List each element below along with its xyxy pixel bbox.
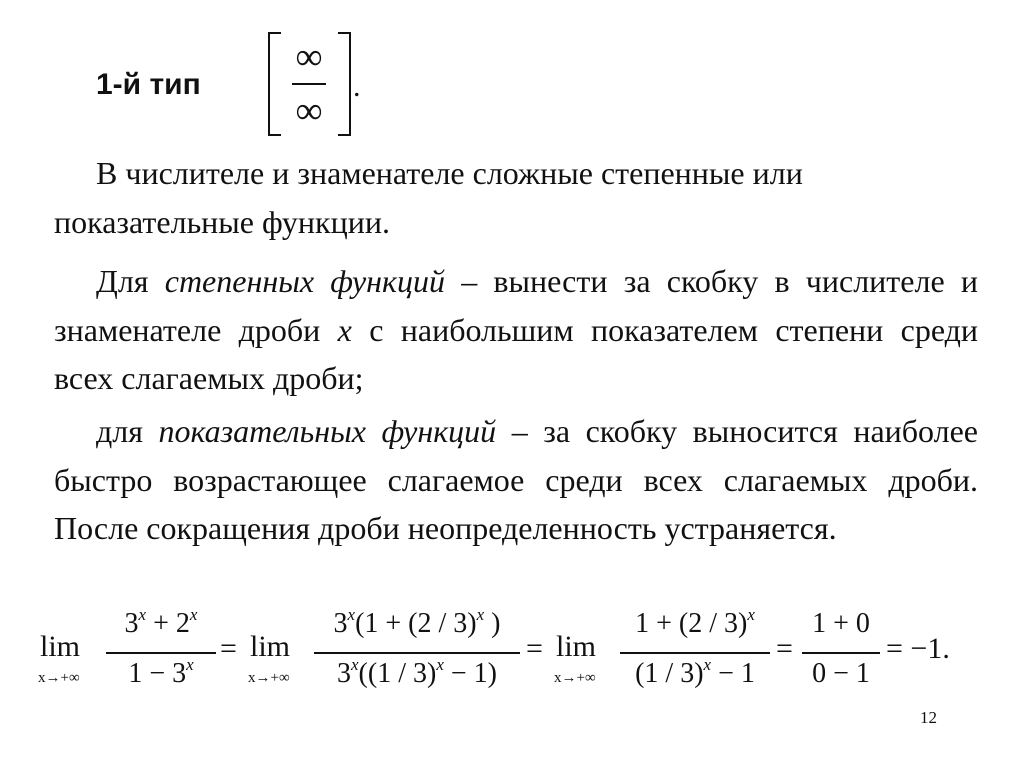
fraction-bar bbox=[292, 83, 326, 85]
lim-subscript-2: x→+∞ bbox=[248, 670, 290, 686]
fraction-3-bar bbox=[620, 652, 770, 654]
type-label: 1-й тип bbox=[96, 68, 201, 101]
p3-text-a: для bbox=[96, 413, 159, 449]
fraction-1-numerator: $3^x + 2^x$ bbox=[124, 605, 198, 639]
fraction-2-numerator: $3^x(1 + (2 / 3)^x$ ) bbox=[333, 605, 501, 639]
result: = −1. bbox=[886, 632, 950, 665]
equals-sign-2: = bbox=[526, 632, 543, 665]
fraction-2-bar bbox=[314, 652, 520, 654]
fraction-1-denominator: $1 - 3^x$ bbox=[128, 655, 194, 689]
p3-emphasis: показательных функций bbox=[158, 413, 497, 449]
lim-operator-3: lim bbox=[556, 630, 597, 663]
paragraph-intro-text: В числителе и знаменателе сложные степенные или показательные функции. bbox=[54, 155, 803, 240]
paragraph-exponential-functions bbox=[54, 407, 978, 553]
page-number: 12 bbox=[920, 708, 937, 727]
indeterminate-form bbox=[268, 30, 378, 140]
fraction-4-denominator: 0 − 1 bbox=[812, 658, 870, 689]
fraction-2-denominator: 3$^x$((1 / 3)$^x$ − 1) bbox=[337, 655, 497, 689]
right-bracket bbox=[338, 32, 351, 136]
p3-text-b: – за скобку выносится наиболее быстро возрастающее слагаемое среди всех слагаемых дроби. После сокращения дроби неопределенность устраняется. bbox=[54, 413, 979, 546]
lim-subscript-3: x→+∞ bbox=[554, 670, 596, 686]
p2-text-a: Для bbox=[96, 263, 165, 299]
infinity-fraction bbox=[282, 30, 336, 140]
infinity-numerator: ∞ bbox=[295, 36, 323, 78]
fraction-4-numerator: 1 + 0 bbox=[812, 608, 870, 639]
p2-emphasis: степенных функций bbox=[164, 263, 445, 299]
p2-text-b: – вынести за скобку в числителе и знаменателе дроби bbox=[54, 263, 979, 348]
paragraph-power-functions bbox=[54, 257, 978, 403]
limit-formula bbox=[40, 600, 980, 700]
left-bracket bbox=[268, 32, 281, 136]
lim-operator-1: lim bbox=[40, 630, 81, 663]
equals-sign-3: = bbox=[776, 632, 793, 665]
p2-variable: x bbox=[337, 311, 352, 348]
equals-sign-1: = bbox=[220, 632, 237, 665]
section-heading bbox=[96, 30, 361, 140]
infinity-denominator: ∞ bbox=[295, 90, 323, 132]
fraction-4-bar bbox=[802, 652, 880, 654]
paragraph-intro bbox=[54, 149, 978, 246]
fraction-3-denominator: (1 / 3)$^x$ − 1 bbox=[635, 655, 755, 689]
fraction-3-numerator: 1 + (2 / 3)$^x$ bbox=[635, 605, 755, 639]
fraction-1-bar bbox=[106, 652, 216, 654]
heading-period: . bbox=[353, 70, 361, 103]
lim-subscript-1: x→+∞ bbox=[38, 670, 80, 686]
p2-text-c: с наибольшим показателем степени среди всех слагаемых дроби; bbox=[54, 311, 979, 396]
lim-operator-2: lim bbox=[250, 630, 291, 663]
